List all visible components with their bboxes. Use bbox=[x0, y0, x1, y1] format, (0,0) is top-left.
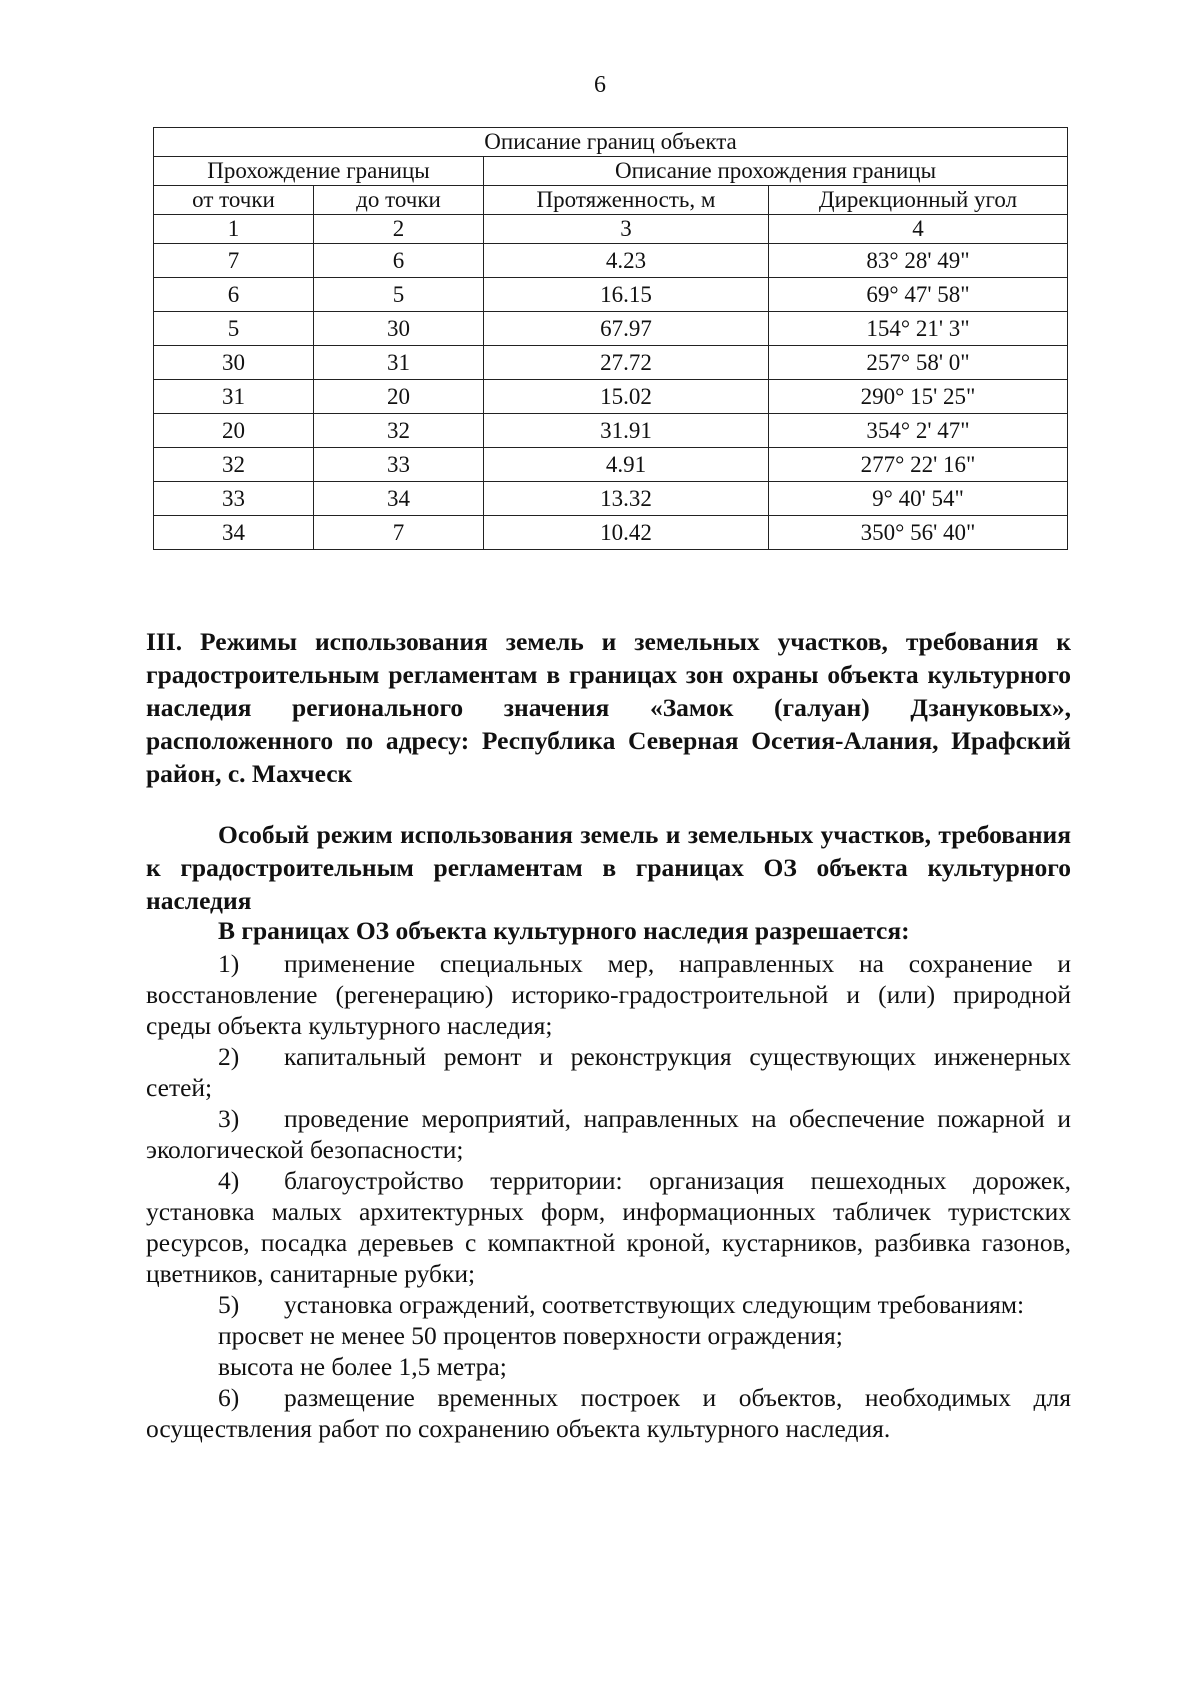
item-text: капитальный ремонт и реконструкция существующих инженерных сетей; bbox=[146, 1042, 1071, 1102]
allowed-heading: В границах ОЗ объекта культурного наследия разрешается: bbox=[218, 916, 910, 945]
table-cell: 32 bbox=[314, 414, 484, 448]
table-row bbox=[154, 312, 1068, 346]
table-cell: 20 bbox=[154, 414, 314, 448]
allowed-list bbox=[146, 948, 1071, 1444]
table-cell: 277° 22' 16" bbox=[769, 448, 1068, 482]
table-cell: 7 bbox=[154, 244, 314, 278]
table-cell: 5 bbox=[154, 312, 314, 346]
list-item bbox=[146, 1165, 1071, 1289]
table-cell: 6 bbox=[314, 244, 484, 278]
table-cell: 6 bbox=[154, 278, 314, 312]
list-item bbox=[146, 948, 1071, 1041]
table-row bbox=[154, 414, 1068, 448]
table-cell: 5 bbox=[314, 278, 484, 312]
boundary-table bbox=[153, 127, 1068, 550]
table-cell: 13.32 bbox=[484, 482, 769, 516]
table-row bbox=[154, 380, 1068, 414]
column-number: 4 bbox=[769, 215, 1068, 244]
table-cell: 31.91 bbox=[484, 414, 769, 448]
table-row bbox=[154, 244, 1068, 278]
table-row bbox=[154, 448, 1068, 482]
column-number: 2 bbox=[314, 215, 484, 244]
column-number: 3 bbox=[484, 215, 769, 244]
table-cell: 4.23 bbox=[484, 244, 769, 278]
item-text: проведение мероприятий, направленных на обеспечение пожарной и экологической безопасности; bbox=[146, 1104, 1071, 1164]
table-group-header: Прохождение границы bbox=[154, 157, 484, 186]
table-cell: 257° 58' 0" bbox=[769, 346, 1068, 380]
item-text: размещение временных построек и объектов, необходимых для осуществления работ по сохранению объекта культурного наследия. bbox=[146, 1383, 1071, 1443]
table-cell: 31 bbox=[154, 380, 314, 414]
item-number: 5) bbox=[218, 1290, 240, 1319]
table-cell: 7 bbox=[314, 516, 484, 550]
column-header: Дирекционный угол bbox=[769, 186, 1068, 215]
table-cell: 83° 28' 49" bbox=[769, 244, 1068, 278]
table-cell: 16.15 bbox=[484, 278, 769, 312]
list-item bbox=[146, 1382, 1071, 1444]
table-cell: 30 bbox=[154, 346, 314, 380]
item-number: 6) bbox=[218, 1383, 240, 1412]
item-number: 3) bbox=[218, 1104, 240, 1133]
table-row bbox=[154, 346, 1068, 380]
table-title: Описание границ объекта bbox=[154, 128, 1068, 157]
table-cell: 290° 15' 25" bbox=[769, 380, 1068, 414]
section-heading: III. Режимы использования земель и земельных участков, требования к градостроительным регламентам в границах зон охраны объекта культурного наследия регионального значения «Замок (галуан) Дзануковых», расположенного по адресу: Республика Северная Осетия-Алания, Ирафский район, с. Махческ bbox=[146, 627, 1071, 788]
table-cell: 15.02 bbox=[484, 380, 769, 414]
table-cell: 33 bbox=[314, 448, 484, 482]
column-header: Протяженность, м bbox=[484, 186, 769, 215]
item-number: 2) bbox=[218, 1042, 240, 1071]
column-header: от точки bbox=[154, 186, 314, 215]
column-header: до точки bbox=[314, 186, 484, 215]
table-cell: 154° 21' 3" bbox=[769, 312, 1068, 346]
page-number: 6 bbox=[594, 72, 606, 98]
table-cell: 34 bbox=[154, 516, 314, 550]
table-cell: 9° 40' 54" bbox=[769, 482, 1068, 516]
table-cell: 30 bbox=[314, 312, 484, 346]
fence-requirement: высота не более 1,5 метра; bbox=[218, 1352, 507, 1381]
table-cell: 27.72 bbox=[484, 346, 769, 380]
table-row bbox=[154, 278, 1068, 312]
item-text: применение специальных мер, направленных на сохранение и восстановление (регенерацию) историко-градостроительной и (или) природной среды объекта культурного наследия; bbox=[146, 949, 1071, 1040]
table-row bbox=[154, 482, 1068, 516]
item-text: установка ограждений, соответствующих следующим требованиям: bbox=[284, 1290, 1025, 1319]
item-number: 1) bbox=[218, 949, 240, 978]
table-cell: 20 bbox=[314, 380, 484, 414]
table-cell: 32 bbox=[154, 448, 314, 482]
table-group-header: Описание прохождения границы bbox=[484, 157, 1068, 186]
table-cell: 69° 47' 58" bbox=[769, 278, 1068, 312]
list-item bbox=[146, 1041, 1071, 1103]
table-cell: 33 bbox=[154, 482, 314, 516]
column-number: 1 bbox=[154, 215, 314, 244]
fence-requirement: просвет не менее 50 процентов поверхности ограждения; bbox=[218, 1321, 843, 1350]
table-cell: 10.42 bbox=[484, 516, 769, 550]
table-cell: 354° 2' 47" bbox=[769, 414, 1068, 448]
table-cell: 4.91 bbox=[484, 448, 769, 482]
table-cell: 34 bbox=[314, 482, 484, 516]
table-cell: 31 bbox=[314, 346, 484, 380]
list-item bbox=[146, 1103, 1071, 1165]
table-cell: 350° 56' 40" bbox=[769, 516, 1068, 550]
item-text: благоустройство территории: организация пешеходных дорожек, установка малых архитектурных форм, информационных табличек туристских ресурсов, посадка деревьев с компактной кроной, кустарников, разбивка газонов, цветников, санитарные рубки; bbox=[146, 1166, 1071, 1288]
subheading: Особый режим использования земель и земельных участков, требования к градостроительным регламентам в границах ОЗ объекта культурного наследия bbox=[146, 820, 1071, 915]
table-cell: 67.97 bbox=[484, 312, 769, 346]
list-item bbox=[146, 1289, 1071, 1320]
item-number: 4) bbox=[218, 1166, 240, 1195]
table-row bbox=[154, 516, 1068, 550]
